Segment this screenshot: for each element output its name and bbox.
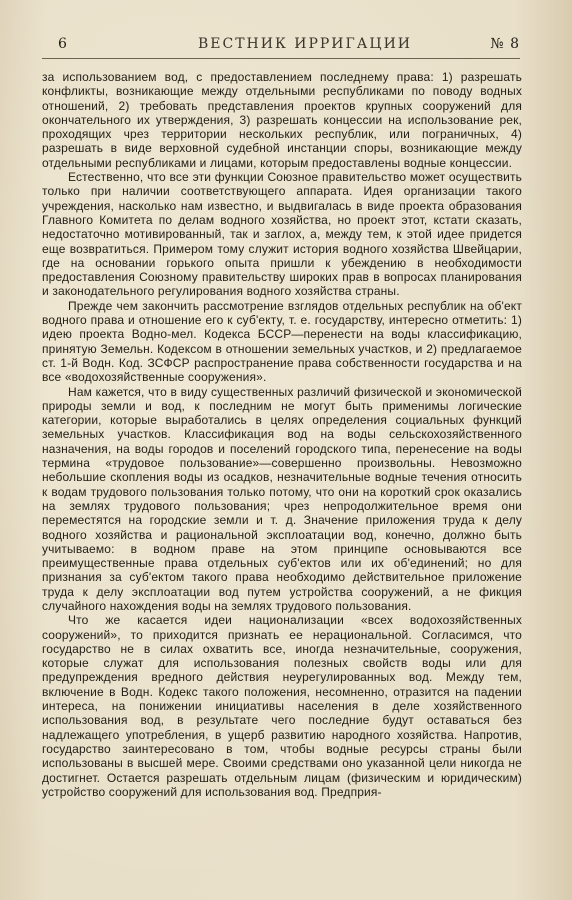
- journal-title: ВЕСТНИК ИРРИГАЦИИ: [198, 36, 413, 52]
- issue-number: № 8: [490, 36, 520, 52]
- paragraph: Прежде чем закончить рассмотрение взглядов отдельных республик на об'ект водного права и отношение его к суб'екту, т. е. государству, интересно отметить: 1) идею проекта Водно-мел. Кодекса БССР—перенести на воды классификацию, принятую Земельн. Кодексом в отношении земельных участков, и 2) предлагаемое ст. 1-й Водн. Код. ЗСФСР распространение права собственности государства и на все «водохозяйственные сооружения».: [42, 298, 522, 385]
- paragraph-continuation: за использованием вод, с предоставлением последнему права: 1) разрешать конфликты, возникающие между отдельными республиками по поводу водных отношений, 2) требовать представления проектов крупных сооружений для окончательного их утверждения, 3) разрешать концессии на использование рек, проходящих чрез территории нескольких республик, или пограничных, 4) разрешать в виде верховной судебной инстанции споры, возникающие между отдельными республиками и лицами, которым предоставлены водные концессии.: [42, 70, 522, 170]
- page-number: 6: [58, 36, 68, 52]
- paragraph: Естественно, что все эти функции Союзное правительство может осуществить только при наличии соответствующего аппарата. Идея организации такого учреждения, насколько нам известно, и выдвигалась в виде проекта образования Главного Комитета по делам водного хозяйства, но проект этот, кстати сказать, недостаточно мотивированный, так и заглох, а, между тем, к этой идее придется еще возвратиться. Примером тому служит история водного хозяйства Швейцарии, где на основании горького опыта пришли к убеждению в необходимости предоставления Союзному правительству широких прав в вопросах планирования и законодательного регулирования водного хозяйства страны.: [42, 170, 522, 299]
- header-rule: [42, 58, 520, 59]
- article-body: [42, 70, 522, 799]
- paragraph: Что же касается идеи национализации «всех водохозяйственных сооружений», то приходится признать ее нерациональной. Согласимся, что государство не в силах охватить все, иногда незначительные, сооружения, которые служат для использования полезных свойств воды или для предупреждения вредного действия неурегулированных вод. Между тем, включение в Водн. Кодекс такого положения, несомненно, отразится на падении интереса, на понижении инициативы населения в деле хозяйственного использования вод, в результате чего последние будут оставаться без надлежащего употребления, в ущерб развитию народного хозяйства. Напротив, государство заинтересовано в том, чтобы водные ресурсы страны были использованы в высшей мере. Своими средствами оно указанной цели никогда не достигнет. Остается разрешать отдельным лицам (физическим и юридическим) устройство сооружений для использования вод. Предприя-: [42, 613, 522, 799]
- paragraph: Нам кажется, что в виду существенных различий физической и экономической природы земли и вод, к последним не могут быть применимы логические категории, которые выработались в целях определения социальных функций земельных участков. Классификация вод на воды сельскохозяйственного назначения, на воды городов и поселений городского типа, перенесение на воды термина «трудовое пользование»—совершенно произвольны. Невозможно небольшие скопления воды из осадков, незначительные водные течения относить к водам трудового пользования только потому, что они на короткий срок оказались на землях трудового пользования; чрез непродолжительное время они переместятся на городские земли и т. д. Значение приложения труда к делу водного хозяйства и рациональной эксплоатации вод, конечно, должно быть учитываемо: в водном праве на этом принципе основываются все преимущественные права отдельных суб'ектов или их об'единений; но для признания за суб'ектом такого права необходимо действительное приложение труда к делу эксплоатации вод путем устройства сооружений, а не фикция случайного нахождения воды на землях трудового пользования.: [42, 384, 522, 613]
- page-header: [38, 36, 520, 56]
